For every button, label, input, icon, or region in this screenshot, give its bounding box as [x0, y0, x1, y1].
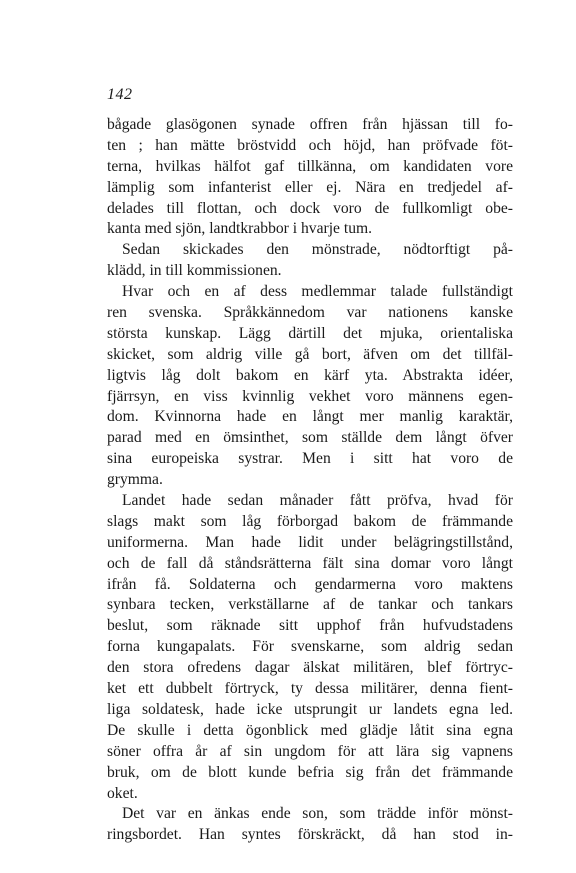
text-line: terna, hvilkas hälfot gaf tillkänna, om kandidaten vore	[107, 157, 513, 175]
text-line: och de fall då ståndsrätterna fält sina domar voro långt	[107, 554, 513, 572]
text-line: Hvar och en af dess medlemmar talade fullständigt	[122, 283, 513, 301]
paragraph	[107, 804, 513, 846]
text-line: parad med en ömsinthet, som ställde dem långt öfver	[107, 429, 513, 447]
text-line: liga soldatesk, hade icke utsprungit ur landets egna led.	[107, 700, 513, 718]
text-line: ligtvis låg dolt bakom en kärf yta. Abstrakta idéer,	[107, 366, 513, 384]
text-line: beslut, som räknade sitt upphof från hufvudstadens	[107, 617, 513, 635]
text-line: ifrån få. Soldaterna och gendarmerna voro maktens	[107, 575, 513, 593]
text-line: klädd, in till kommissionen.	[107, 262, 282, 280]
text-line: forna kungapalats. För svenskarne, som aldrig sedan	[107, 638, 513, 656]
text-line: sina europeiska systrar. Men i sitt hat voro de	[107, 450, 513, 468]
text-line: lämplig som infanterist eller ej. Nära en tredjedel af-	[107, 178, 513, 196]
text-line: ten ; han mätte bröstvidd och höjd, han pröfvade föt-	[107, 136, 513, 154]
text-line: fjärrsyn, en viss kvinnlig vekhet voro männens egen-	[107, 387, 513, 405]
text-line: bågade glasögonen synade offren från hjässan till fo-	[107, 116, 513, 133]
text-line: ren svenska. Språkkännedom var nationens kanske	[107, 304, 513, 322]
text-line: grymma.	[107, 471, 163, 489]
text-line: Det var en änkas ende son, som trädde inför mönst-	[122, 805, 513, 823]
paragraph	[107, 491, 513, 804]
page-number: 142	[107, 86, 133, 103]
text-line: oket.	[107, 784, 138, 802]
text-line: De skulle i detta ögonblick med glädje låtit sina egna	[107, 721, 513, 739]
text-line: bruk, om de blott kunde befria sig från det främmande	[107, 763, 513, 781]
text-line: den stora ofredens dagar älskat militären, blef förtryc-	[107, 659, 513, 677]
text-line: ringsbordet. Han syntes förskräckt, då han stod in-	[107, 826, 513, 844]
text-line: söner offra år af sin ungdom för att lära sig vapnens	[107, 742, 513, 760]
text-line: ket ett dubbelt förtryck, ty dessa militärer, denna fient-	[107, 680, 513, 698]
text-line: Sedan skickades den mönstrade, nödtorftigt på-	[122, 241, 513, 259]
text-line: slags makt som låg förborgad bakom de främmande	[107, 512, 513, 530]
text-line: största kunskap. Lägg därtill det mjuka, orientaliska	[107, 324, 513, 342]
text-line: synbara tecken, verkställarne af de tankar och tankars	[107, 596, 513, 614]
body-text	[107, 115, 513, 846]
paragraph	[107, 240, 513, 282]
text-line: uniformerna. Man hade lidit under belägringstillstånd,	[107, 533, 513, 551]
text-line: Landet hade sedan månader fått pröfva, hvad för	[122, 492, 513, 510]
text-line: dom. Kvinnorna hade en långt mer manlig karaktär,	[107, 408, 513, 426]
paragraph	[107, 282, 513, 491]
text-line: delades till flottan, och dock voro de fullkomligt obe-	[107, 199, 513, 217]
paragraph	[107, 115, 513, 240]
text-line: kanta med sjön, landtkrabbor i hvarje tum.	[107, 220, 373, 238]
text-line: skicket, som aldrig ville gå bort, äfven om det tillfäl-	[107, 345, 513, 363]
